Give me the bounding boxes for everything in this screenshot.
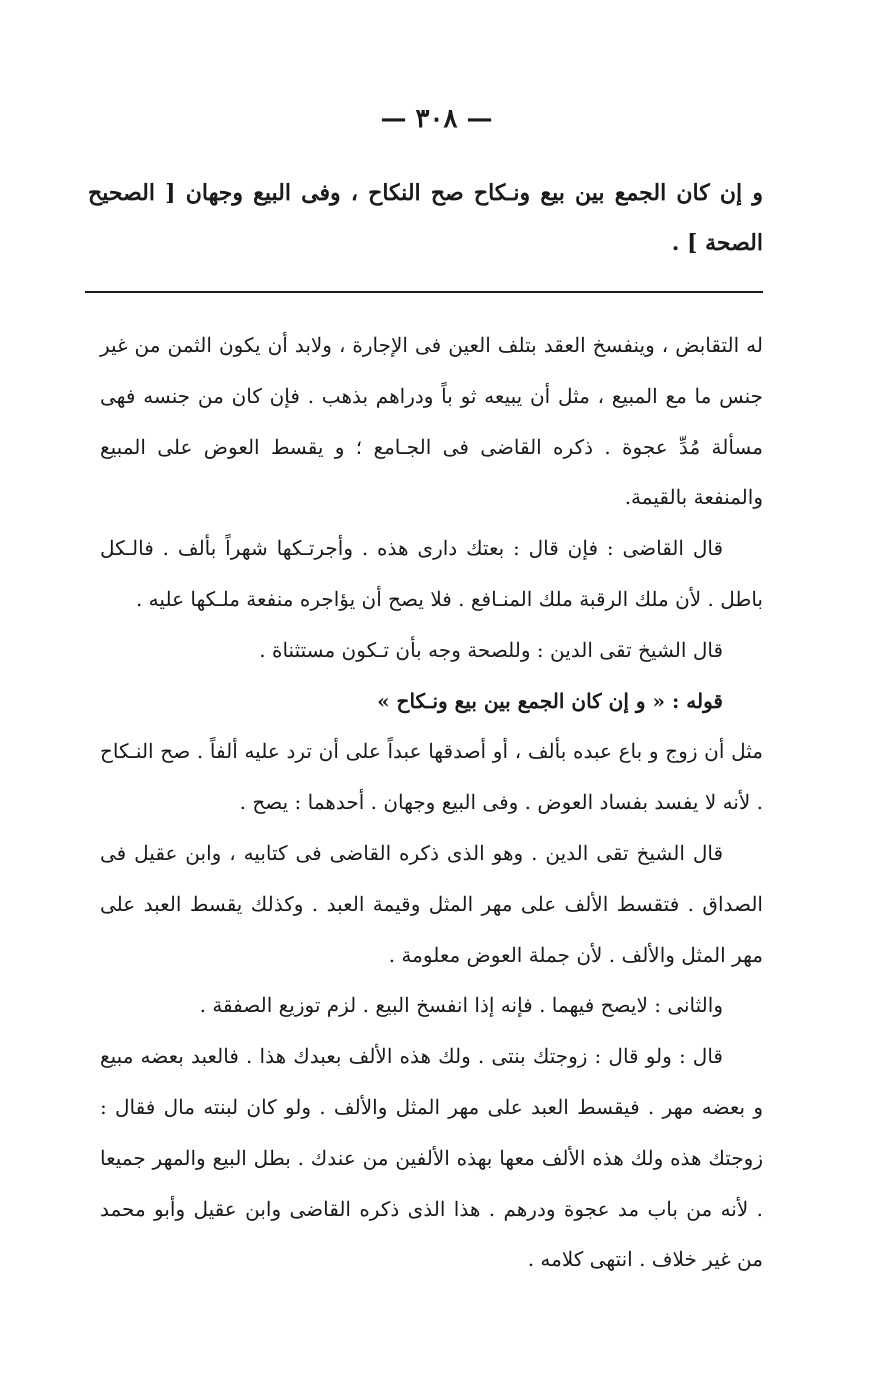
main-text: و إن كان الجمع بين بيع ونـكاح صح النكاح ، وفى البيع وجهان [ الصحيح الصحة ] . (88, 180, 763, 256)
quoted-heading: قوله : « و إن كان الجمع بين بيع ونـكاح » (377, 688, 723, 713)
commentary-paragraph: قال الشيخ تقى الدين : وللصحة وجه بأن تـكون مستثناة . (259, 637, 723, 662)
commentary-paragraph: قال الشيخ تقى الدين . وهو الذى ذكره القاضى فى كتابيه ، وابن عقيل فى الصداق . فتقسط الألف على مهر المثل وقيمة العبد . وكذلك يقسط العبد على مهر المثل والألف . لأن جملة العوض معلومة . (100, 840, 763, 967)
commentary-paragraph: قال القاضى : فإن قال : بعتك دارى هذه . وأجرتـكها شهراً بألف . فالـكل باطل . لأن ملك الرقبة ملك المنـافع . فلا يصح أن يؤاجره منفعة ملـكها عليه . (100, 536, 763, 611)
divider-line (85, 291, 763, 293)
commentary-paragraph: والثانى : لايصح فيهما . فإنه إذا انفسخ البيع . لزم توزيع الصفقة . (199, 993, 723, 1018)
commentary-paragraph: له التقابض ، وينفسخ العقد بتلف العين فى الإجارة ، ولابد أن يكون الثمن من غير جنس ما مع المبيع ، مثل أن يبيعه ثو باً ودراهم بذهب . فإن كان من جنسه فهى مسألة مُدِّ عجوة . ذكره القاضى فى الجـامع ؛ و يقسط العوض على المبيع والمنفعة بالقيمة. (100, 333, 763, 510)
commentary-paragraph: مثل أن زوج و باع عبده بألف ، أو أصدقها عبداً على أن ترد عليه ألفاً . صح النـكاح . لأنه لا يفسد بفساد العوض . وفى البيع وجهان . أحدهما : يصح . (100, 739, 763, 815)
commentary (100, 320, 763, 1285)
page-number: — ٣٠٨ — (380, 104, 493, 134)
commentary-paragraph: قال : ولو قال : زوجتك بنتى . ولك هذه الألف بعبدك هذا . فالعبد بعضه مبيع و بعضه مهر . فيقسط العبد على مهر المثل والألف . ولو كان لبنته مال فقال : زوجتك هذه ولك هذه الألف معها بهذه الألفين من عندك . بطل البيع والمهر جميعا . لأنه من باب مد عجوة ودرهم . هذا الذى ذكره القاضى وابن عقيل وأبو محمد من غير خلاف . انتهى كلامه . (100, 1044, 763, 1272)
